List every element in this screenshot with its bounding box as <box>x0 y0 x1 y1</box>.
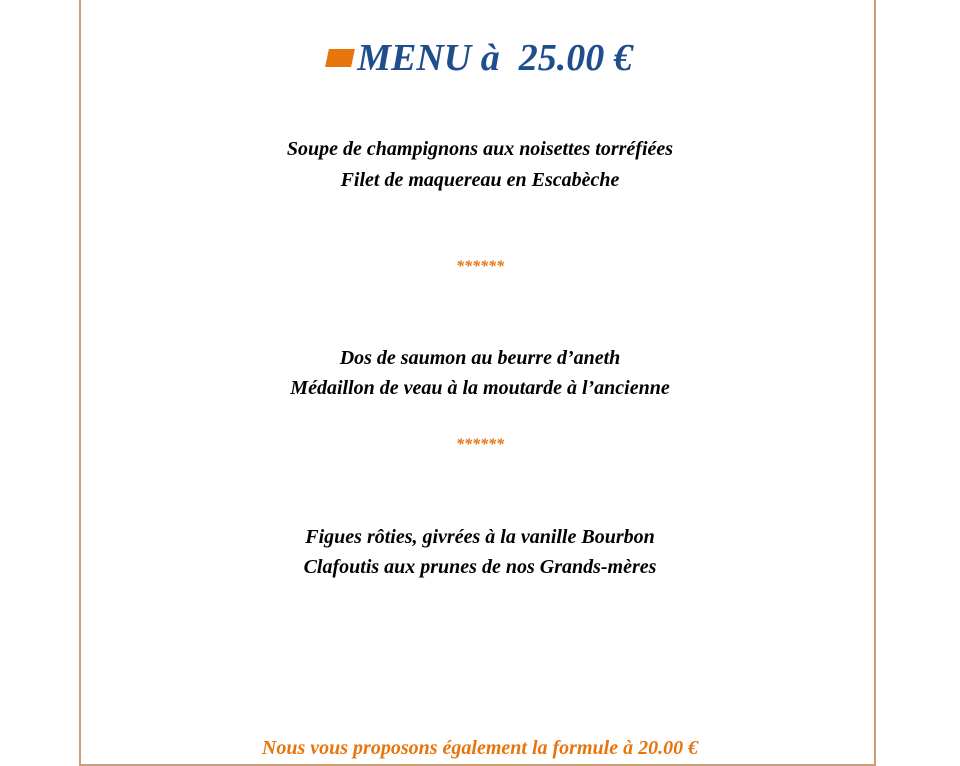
starter-item: Filet de maquereau en Escabèche <box>340 169 620 191</box>
starter-item: Soupe de champignons aux noisettes torréfiées <box>286 138 674 160</box>
menu-title <box>0 34 960 82</box>
menu-title-text: MENU à 25.00 € <box>357 37 633 79</box>
dessert-item: Figues rôties, givrées à la vanille Bourbon <box>305 526 655 548</box>
formula-note: Nous vous proposons également la formule à 20.00 € <box>261 737 699 759</box>
course-separator: ****** <box>456 436 504 453</box>
main-course-item: Médaillon de veau à la moutarde à l’ancienne <box>290 377 670 399</box>
main-course-item: Dos de saumon au beurre d’aneth <box>339 347 621 369</box>
dessert-item: Clafoutis aux prunes de nos Grands-mères <box>303 556 657 578</box>
course-separator: ****** <box>456 258 504 275</box>
orange-bullet-icon <box>325 49 355 67</box>
